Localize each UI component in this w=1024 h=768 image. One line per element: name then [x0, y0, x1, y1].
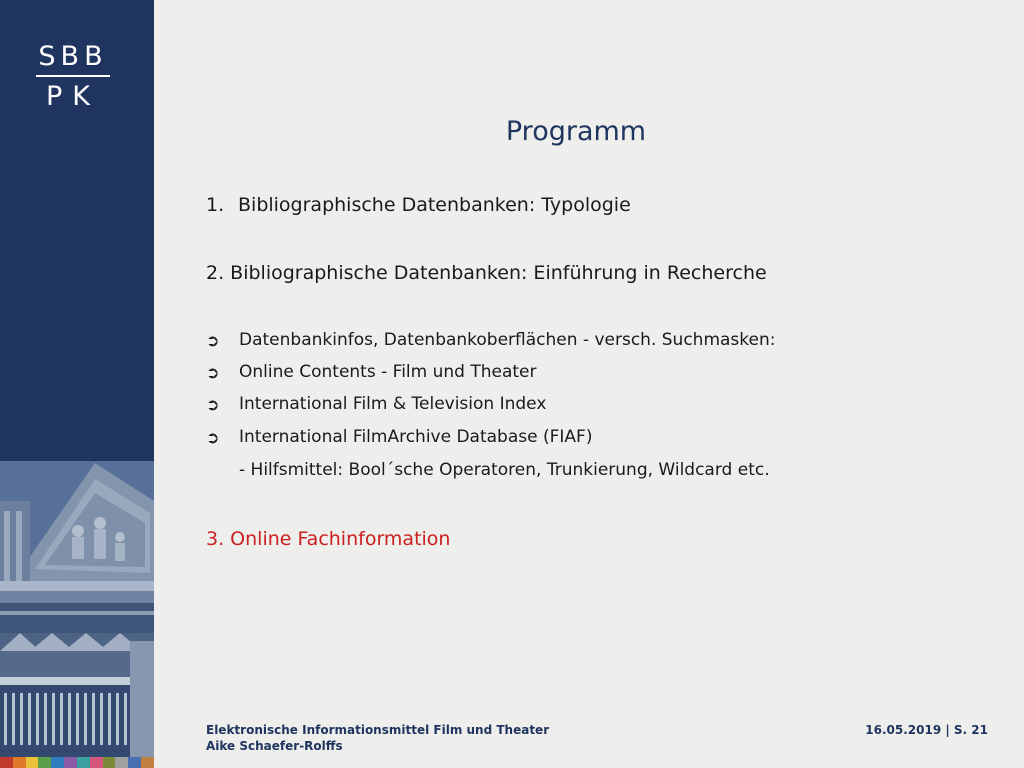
- logo-divider: [36, 75, 110, 77]
- strip-segment: [13, 757, 26, 768]
- arrow-right-icon: ➲: [206, 427, 220, 447]
- strip-segment: [64, 757, 77, 768]
- slide-title: Programm: [505, 116, 647, 147]
- color-strip: [0, 757, 154, 768]
- building-photo: [0, 461, 154, 757]
- footer-left: [206, 722, 549, 754]
- logo-bottom-text: PK: [46, 81, 100, 112]
- arrow-right-icon: ➲: [206, 394, 220, 414]
- arrow-right-icon: ➲: [206, 362, 220, 382]
- sbb-pk-logo: [36, 42, 110, 112]
- strip-segment: [128, 757, 141, 768]
- bullet-text: International Film & Television Index: [239, 394, 547, 414]
- bullet-item: [206, 394, 546, 414]
- footer-course-title: Elektronische Informationsmittel Film und Theater: [206, 723, 550, 737]
- logo-top-text: SBB: [38, 41, 108, 72]
- bullet-item: [206, 330, 776, 350]
- footer-page-info: 16.05.2019 | S. 21: [865, 723, 988, 737]
- strip-segment: [90, 757, 103, 768]
- strip-segment: [0, 757, 13, 768]
- section-3: 3. Online Fachinformation: [206, 528, 451, 550]
- bullet-text: Datenbankinfos, Datenbankoberflächen - versch. Suchmasken:: [239, 330, 776, 350]
- section-1: [206, 194, 631, 216]
- strip-segment: [141, 757, 154, 768]
- sidebar: [0, 0, 154, 768]
- section-1-text: Bibliographische Datenbanken: Typologie: [238, 194, 631, 216]
- footer-author: Aike Schaefer-Rolffs: [206, 739, 343, 753]
- sub-line: - Hilfsmittel: Bool´sche Operatoren, Trunkierung, Wildcard etc.: [239, 460, 770, 480]
- strip-segment: [77, 757, 90, 768]
- strip-segment: [51, 757, 64, 768]
- bullet-item: [206, 427, 592, 447]
- arrow-right-icon: ➲: [206, 330, 220, 350]
- strip-segment: [26, 757, 39, 768]
- strip-segment: [103, 757, 116, 768]
- strip-segment: [115, 757, 128, 768]
- section-2: 2. Bibliographische Datenbanken: Einführung in Recherche: [206, 262, 767, 284]
- bullet-text: International FilmArchive Database (FIAF): [239, 427, 593, 447]
- strip-segment: [38, 757, 51, 768]
- section-1-number: 1.: [206, 194, 225, 216]
- bullet-item: [206, 362, 537, 382]
- bullet-text: Online Contents - Film und Theater: [239, 362, 537, 382]
